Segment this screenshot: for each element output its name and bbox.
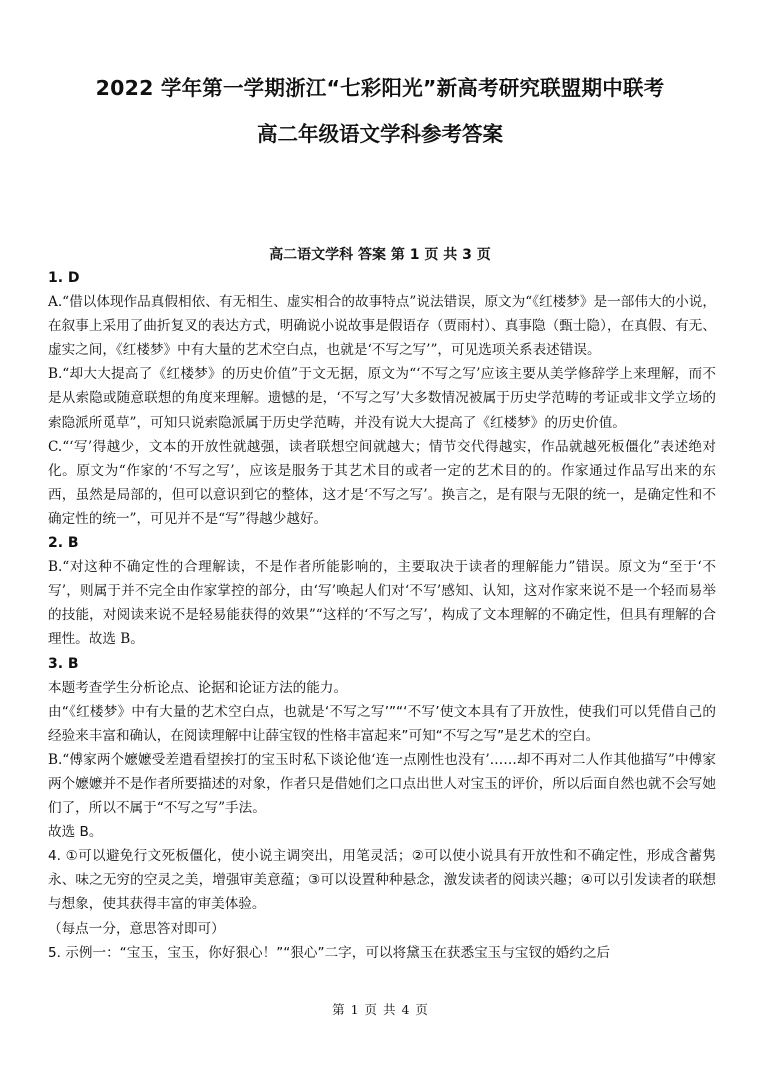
document-subtitle: 高二年级语文学科参考答案 [257, 122, 503, 146]
answer-header: 高二语文学科 答案 第 1 页 共 3 页 [269, 247, 491, 263]
question-3-answer: 3. B [48, 655, 79, 672]
question-1-option-a-explanation: A.“借以体现作品真假相依、有无相生、虚实相合的故事特点”说法错误，原文为“《红楼梦》是一部伟大的小说，在叙事上采用了曲折复叉的表达方式，明确说小说故事是假语存（贾雨村）、真事隐（甄士隐），在真假、有无、虚实之间，《红楼梦》中有大量的艺术空白点，也就是‘不写之写’”，可见选项关系表述错误。 [48, 294, 716, 359]
question-4-scoring-note: （每点一分，意思答对即可） [48, 920, 225, 937]
question-2-explanation: B.“对这种不确定性的合理解读，不是作者所能影响的，主要取决于读者的理解能力”错误。原文为“至于‘不写’，则属于并不完全由作家掌控的部分，由‘写’唤起人们对‘不写’感知、认知，这对作家来说不是一个轻而易举的技能，对阅读来说不是轻易能获得的效果”“这样的‘不写之写’，构成了文本理解的不确定性，但具有理解的合理性。故选 B。 [48, 559, 716, 648]
question-1-option-b-explanation: B.“却大大提高了《红楼梦》的历史价值”于文无据，原文为“‘不写之写’应该主要从美学修辞学上来理解，而不是从索隐或随意联想的角度来理解。遗憾的是，‘不写之写’大多数情况被属于历史学范畴的考证或非文学立场的索隐派所觅草”，可知只说索隐派属于历史学范畴，并没有说大大提高了《红楼梦》的历史价值。 [48, 366, 716, 431]
question-2-answer: 2. B [48, 535, 79, 552]
question-3-intro: 本题考查学生分析论点、论据和论证方法的能力。 [48, 679, 348, 696]
question-4-answer: 4. ①可以避免行文死板僵化，使小说主调突出，用笔灵活；②可以使小说具有开放性和不确定性，形成含蓄隽永、味之无穷的空灵之美，增强审美意蕴；③可以设置种种悬念，激发读者的阅读兴趣；④可以引发读者的联想与想象，使其获得丰富的审美体验。 [48, 848, 716, 913]
answer-content [48, 266, 716, 965]
document-title: 2022 学年第一学期浙江“七彩阳光”新高考研究联盟期中联考 [95, 76, 665, 100]
question-5-answer: 5. 示例一：“宝玉，宝玉，你好狠心！”“狠心”二字，可以将黛玉在获悉宝玉与宝钗的婚约之后 [48, 944, 611, 961]
question-3-conclusion: 故选 B。 [48, 824, 103, 841]
question-3-analysis: 由“《红楼梦》中有大量的艺术空白点，也就是‘不写之写’”“‘不写’使文本具有了开放性，使我们可以凭借自己的经验来丰富和确认，在阅读理解中让薛宝钗的性格丰富起来”可知“不写之写”是艺术的空白。 [48, 703, 716, 744]
question-3-option-b-explanation: B.“傅家两个嬷嬷受差遣看望挨打的宝玉时私下谈论他‘连一点刚性也没有’……却不再对二人作其他描写”中傅家两个嬷嬷并不是作者所要描述的对象，作者只是借她们之口点出世人对宝玉的评价，所以后面自然也就不会写她们了，所以不属于“不写之写”手法。 [48, 751, 716, 817]
question-1-option-c-explanation: C.“‘写’得越少，文本的开放性就越强，读者联想空间就越大；情节交代得越实，作品就越死板僵化”表述绝对化。原文为“作家的‘不写之写’，应该是服务于其艺术目的或者一定的艺术目的的。作家通过作品写出来的东西，虽然是局部的，但可以意识到它的整体，这才是‘不写之写’。换言之，是有限与无限的统一，是确定性和不确定性的统一”，可见并不是“写”得越少越好。 [48, 438, 716, 527]
page-footer: 第 1 页 共 4 页 [332, 1002, 428, 1017]
question-1-answer: 1. D [48, 270, 80, 286]
